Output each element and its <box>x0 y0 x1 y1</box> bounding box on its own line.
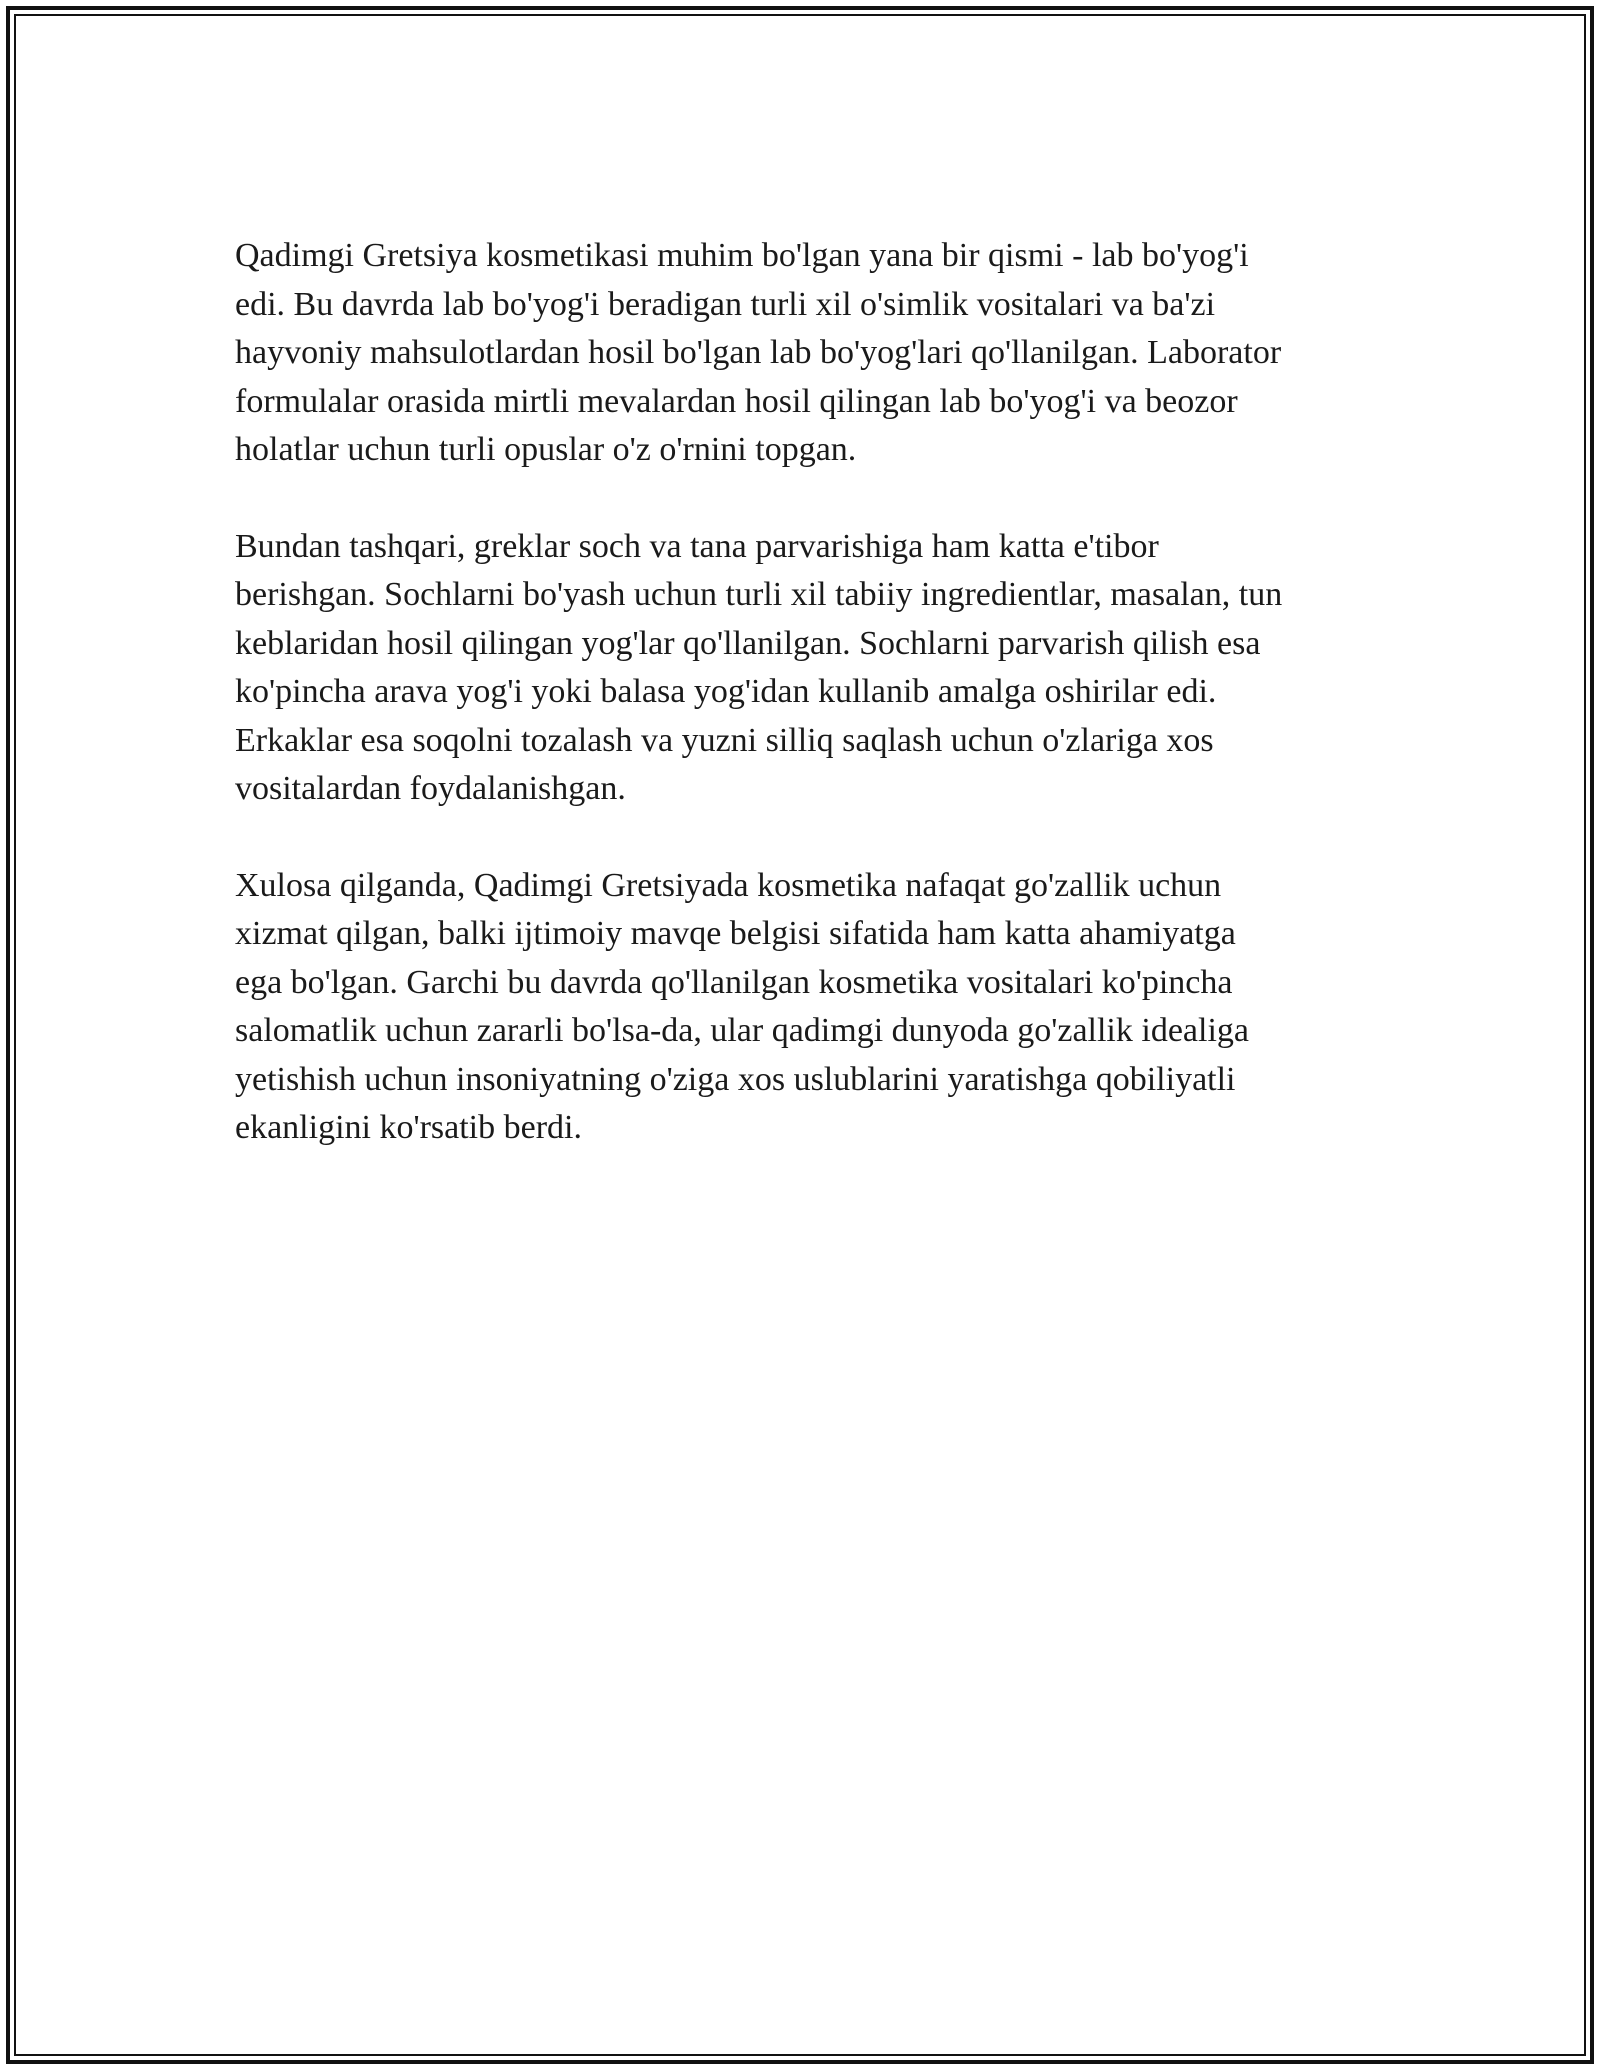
paragraph-hair-care: Bundan tashqari, greklar soch va tana parvarishiga ham katta e'tibor berishgan. Sochlarni bo'yash uchun turli xil tabiiy ingredientlar, masalan, tun keblaridan hosil qilingan yog'lar qo'llanilgan. Sochlarni parvarish qilish esa ko'pincha arava yog'i yoki balasa yog'idan kullanib amalga oshirilar edi. Erkaklar esa soqolni tozalash va yuzni silliq saqlash uchun o'zlariga xos vositalardan foydalanishgan. <box>235 527 1283 807</box>
paragraph-conclusion: Xulosa qilganda, Qadimgi Gretsiyada kosmetika nafaqat go'zallik uchun xizmat qilgan, balki ijtimoiy mavqe belgisi sifatida ham katta ahamiyatga ega bo'lgan. Garchi bu davrda qo'llanilgan kosmetika vositalari ko'pincha salomatlik uchun zararli bo'lsa-da, ular qadimgi dunyoda go'zallik idealiga yetishish uchun insoniyatning o'ziga xos uslublarini yaratishga qobiliyatli ekanligini ko'rsatib berdi. <box>235 866 1249 1146</box>
document-body <box>235 232 1375 1201</box>
paragraph-lipstick: Qadimgi Gretsiya kosmetikasi muhim bo'lgan yana bir qismi - lab bo'yog'i edi. Bu davrda lab bo'yog'i beradigan turli xil o'simlik vositalari va ba'zi hayvoniy mahsulotlardan hosil bo'lgan lab bo'yog'lari qo'llanilgan. Laborator formulalar orasida mirtli mevalardan hosil qilingan lab bo'yog'i va beozor holatlar uchun turli opuslar o'z o'rnini topgan. <box>235 237 1282 468</box>
